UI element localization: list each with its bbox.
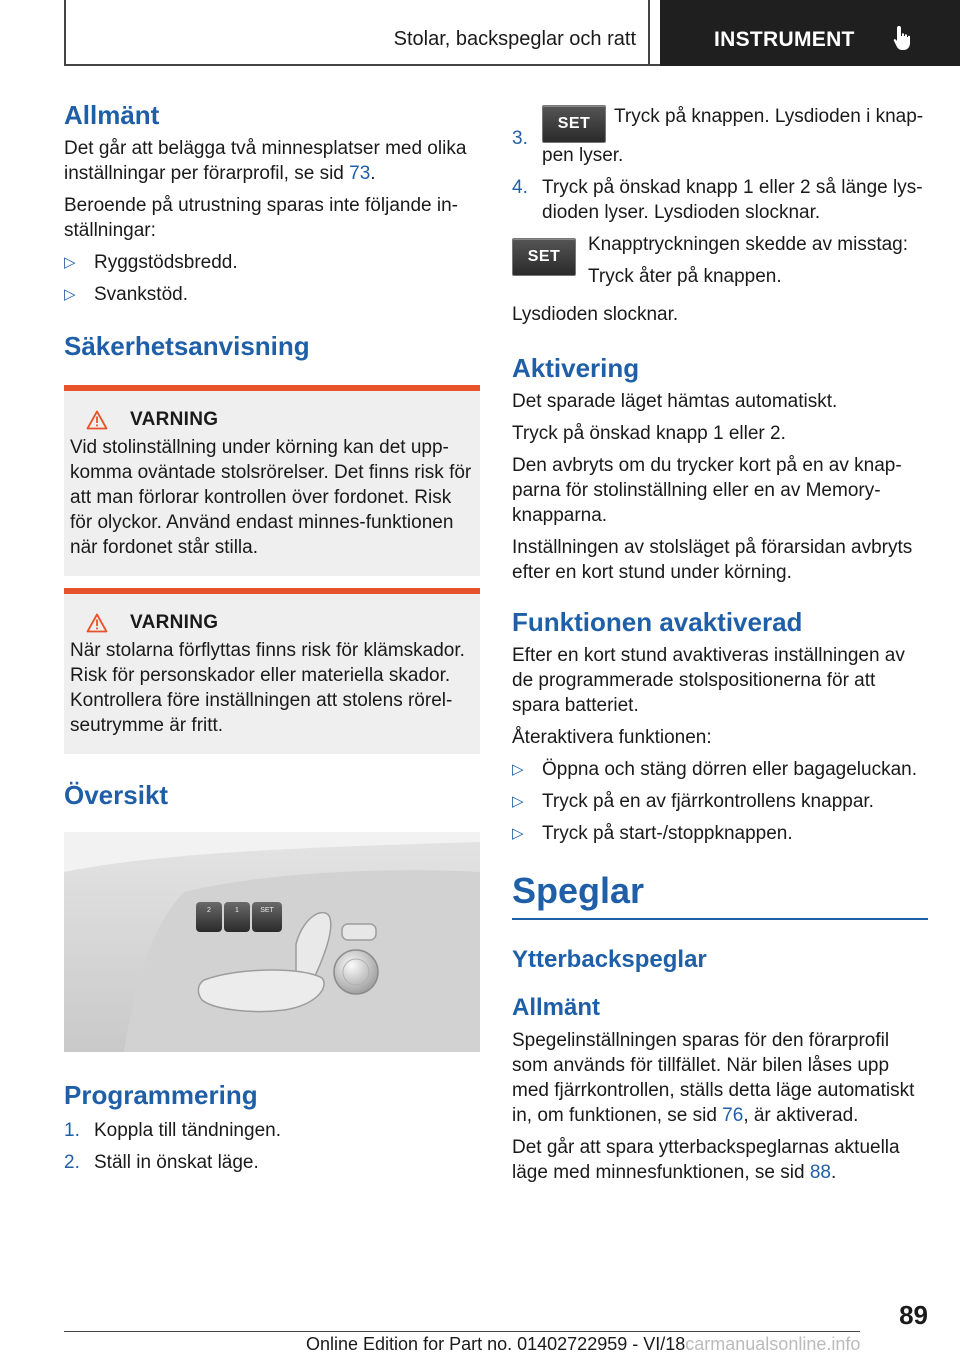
triangle-bullet-icon: ▷ xyxy=(64,254,76,271)
warning-text: När stolarna förflyttas finns risk för klämskador. Risk för personskador eller materiella skador. Kontrollera före inställningen att stolens rörel-seutrymme är fritt. xyxy=(70,640,465,736)
footer-edition: Online Edition for Part no. 01402722959 - VI/18carmanualsonline.info xyxy=(306,1334,861,1354)
mistake-note xyxy=(512,232,928,296)
warning-title: VARNING xyxy=(130,612,219,633)
aktivering-paragraph-3: Den avbryts om du trycker kort på en av knap-parna för stolinställning eller en av Memory-knapparna. xyxy=(512,455,902,526)
list-item: 3. SET Tryck på knappen. Lysdioden i knap-pen lyser. xyxy=(512,106,924,166)
heading-sakerhetsanvisning: Säkerhetsanvisning xyxy=(64,331,310,361)
allmant-paragraph-2: Beroende på utrustning sparas inte följande in-ställningar: xyxy=(64,195,458,241)
heading-speglar: Speglar xyxy=(512,870,645,911)
heading-programmering: Programmering xyxy=(64,1080,258,1110)
page-link-88[interactable]: 88 xyxy=(809,1162,831,1183)
list-item: ▷ Svankstöd. xyxy=(64,284,188,305)
avaktiverad-paragraph-1: Efter en kort stund avaktiveras inställningen av de programmerade stolspositionerna för att spara batteriet. xyxy=(512,645,905,716)
chapter-tab[interactable] xyxy=(660,0,960,66)
aktivering-paragraph-2: Tryck på önskad knapp 1 eller 2. xyxy=(512,423,786,444)
page-link-76[interactable]: 76 xyxy=(722,1105,744,1126)
list-item: ▷ Tryck på en av fjärrkontrollens knappar. xyxy=(512,791,874,812)
footer-rule xyxy=(64,1331,860,1332)
header-left-edge xyxy=(64,0,66,66)
allmant-list xyxy=(64,250,480,307)
seat-controls-illustration xyxy=(64,832,480,1052)
footer-watermark: carmanualsonline.info xyxy=(685,1334,861,1354)
heading-allmant-speglar: Allmänt xyxy=(512,994,601,1021)
programmering-steps-continued xyxy=(512,104,928,225)
mistake-line-1: Knapptryckningen skedde av misstag: xyxy=(588,234,909,255)
right-column xyxy=(512,100,928,1192)
warning-text: Vid stolinställning under körning kan det upp-komma oväntade stolsrörelser. Det finns risk för att man förlorar kontrollen över fordonet. Risk för olyckor. Använd endast minnes-funktionen när fordonet står stilla. xyxy=(70,437,472,558)
speglar-rule xyxy=(512,918,928,920)
page-link-73[interactable]: 73 xyxy=(349,163,371,184)
warning-box-2 xyxy=(64,588,480,754)
list-item: 2. Ställ in önskat läge. xyxy=(64,1152,259,1173)
set-button[interactable]: SET xyxy=(512,238,576,276)
triangle-bullet-icon: ▷ xyxy=(512,761,524,778)
warning-triangle-icon xyxy=(86,613,108,633)
aktivering-paragraph-1: Det sparade läget hämtas automatiskt. xyxy=(512,391,838,412)
heading-ytterbackspeglar: Ytterbackspeglar xyxy=(512,946,707,973)
warning-title: VARNING xyxy=(130,409,219,430)
programmering-steps xyxy=(64,1118,480,1175)
section-title: Stolar, backspeglar och ratt xyxy=(393,28,636,50)
list-item: 1. Koppla till tändningen. xyxy=(64,1120,281,1141)
avaktiverad-list xyxy=(512,757,928,846)
speglar-paragraph-2: Det går att spara ytterbackspeglarnas aktuella läge med minnesfunktionen, se sid 88. xyxy=(512,1137,900,1183)
mistake-line-2: Tryck åter på knappen. xyxy=(588,266,782,287)
list-item: ▷ Tryck på start-/stoppknappen. xyxy=(512,823,793,844)
memory-button-set-label: SET xyxy=(260,907,274,914)
heading-aktivering: Aktivering xyxy=(512,353,640,383)
memory-button-2-label: 2 xyxy=(207,907,211,914)
list-item: ▷ Öppna och stäng dörren eller bagageluckan. xyxy=(512,759,917,780)
header-right-edge xyxy=(648,0,650,66)
heading-allmant: Allmänt xyxy=(64,100,160,130)
set-button[interactable]: SET xyxy=(542,105,606,143)
heading-oversikt: Översikt xyxy=(64,780,169,810)
list-item: ▷ Ryggstödsbredd. xyxy=(64,252,238,273)
memory-button-1-label: 1 xyxy=(235,907,239,914)
speglar-paragraph-1: Spegelinställningen sparas för den förarprofil som används för tillfället. När bilen låses upp med fjärrkontrollen, ställs detta läge automatiskt in, om funktionen, se sid 76, är aktiverad. xyxy=(512,1030,915,1126)
left-column xyxy=(64,100,480,1182)
heading-funktionen-avaktiverad: Funktionen avaktiverad xyxy=(512,607,803,637)
list-item: 4. Tryck på önskad knapp 1 eller 2 så länge lys-dioden lyser. Lysdioden slocknar. xyxy=(512,177,923,223)
header-rule xyxy=(64,64,660,66)
allmant-paragraph-1: Det går att belägga två minnesplatser med olika inställningar per förarprofil, se sid 73. xyxy=(64,138,467,184)
chapter-tab-label: INSTRUMENT xyxy=(714,28,855,51)
warning-box-1 xyxy=(64,385,480,576)
triangle-bullet-icon: ▷ xyxy=(512,793,524,810)
seat-controls-photo xyxy=(64,832,480,1052)
aktivering-paragraph-4: Inställningen av stolsläget på förarsidan avbryts efter en kort stund under körning. xyxy=(512,537,913,583)
pointing-hand-icon xyxy=(893,25,915,51)
avaktiverad-paragraph-2: Återaktivera funktionen: xyxy=(512,727,712,748)
page-number: 89 xyxy=(899,1300,928,1330)
mistake-after: Lysdioden slocknar. xyxy=(512,304,679,325)
warning-triangle-icon xyxy=(86,410,108,430)
triangle-bullet-icon: ▷ xyxy=(64,286,76,303)
triangle-bullet-icon: ▷ xyxy=(512,825,524,842)
